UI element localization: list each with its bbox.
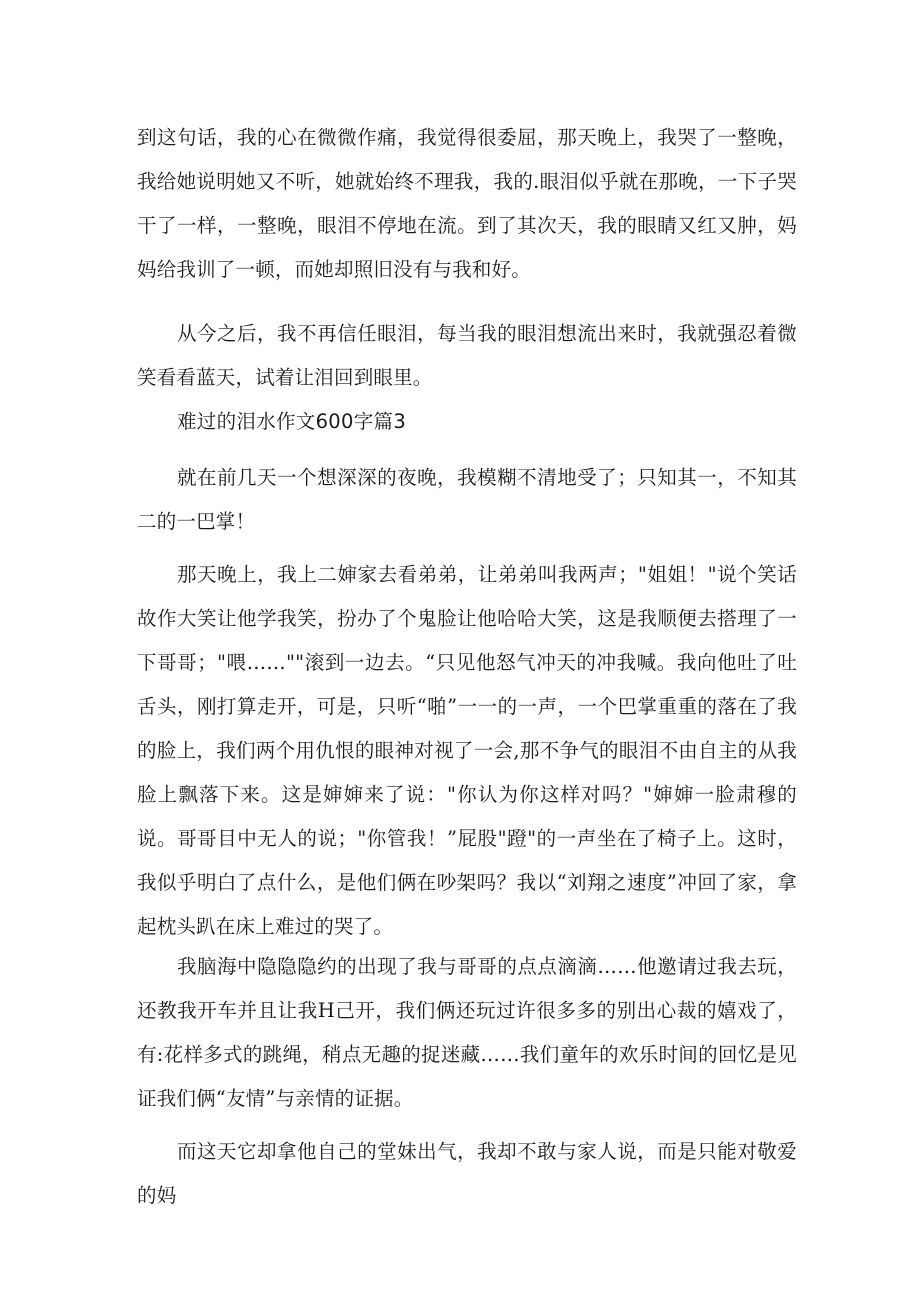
section-heading: 难过的泪水作文600字篇3 xyxy=(177,410,407,433)
paragraph-continuation: 到这句话，我的心在微微作痛，我觉得很委屈，那天晚上，我哭了一整晚，我给她说明她又不听，她就始终不理我，我的.眼泪似乎就在那晚，一下子哭干了一样，一整晚，眼泪不停地在流。到了其次天，我的眼睛又红又肿，妈妈给我训了一顿，而她却照旧没有与我和好。 xyxy=(137,126,797,281)
paragraph-memories: 我脑海中隐隐隐约的出现了我与哥哥的点点滴滴……他邀请过我去玩，还教我开车并且让我H己开，我们俩还玩过许很多多的别出心裁的嬉戏了，有:花样多式的跳绳，稍点无趣的捉迷藏……我们童年的欢乐时间的回忆是见证我们俩“友情”与亲情的证据。 xyxy=(137,955,797,1110)
paragraph-distrust-tears: 从今之后，我不再信任眼泪，每当我的眼泪想流出来时，我就强忍着微笑看看蓝天，试着让泪回到眼里。 xyxy=(137,322,797,389)
paragraph-evening-story: 那天晚上，我上二婶家去看弟弟，让弟弟叫我两声；"姐姐！"说个笑话故作大笑让他学我笑，扮办了个鬼脸让他哈哈大笑，这是我顺便去搭理了一下哥哥；"喂……""滚到一边去。“只见他怒气冲天的冲我喊。我向他吐了吐舌头，刚打算走开，可是，只听“啪”一一的一声，一个巴掌重重的落在了我的脸上，我们两个用仇恨的眼神对视了一会,那不争气的眼泪不由自主的从我脸上飘落下来。这是婶婶来了说："你认为你这样对吗？"婶婶一脸肃穆的说。哥哥目中无人的说；"你管我！”屁股"蹬"的一声坐在了椅子上。这时，我似乎明白了点什么，是他们俩在吵架吗？我以“刘翔之速度”冲回了家，拿起枕头趴在床上难过的哭了。 xyxy=(137,563,797,938)
paragraph-ending: 而这天它却拿他自己的堂妹出气，我却不敢与家人说，而是只能对敬爱的妈 xyxy=(137,1140,797,1207)
paragraph-slap-intro: 就在前几天一个想深深的夜晚，我模糊不清地受了；只知其一，不知其二的一巴掌！ xyxy=(137,466,797,533)
